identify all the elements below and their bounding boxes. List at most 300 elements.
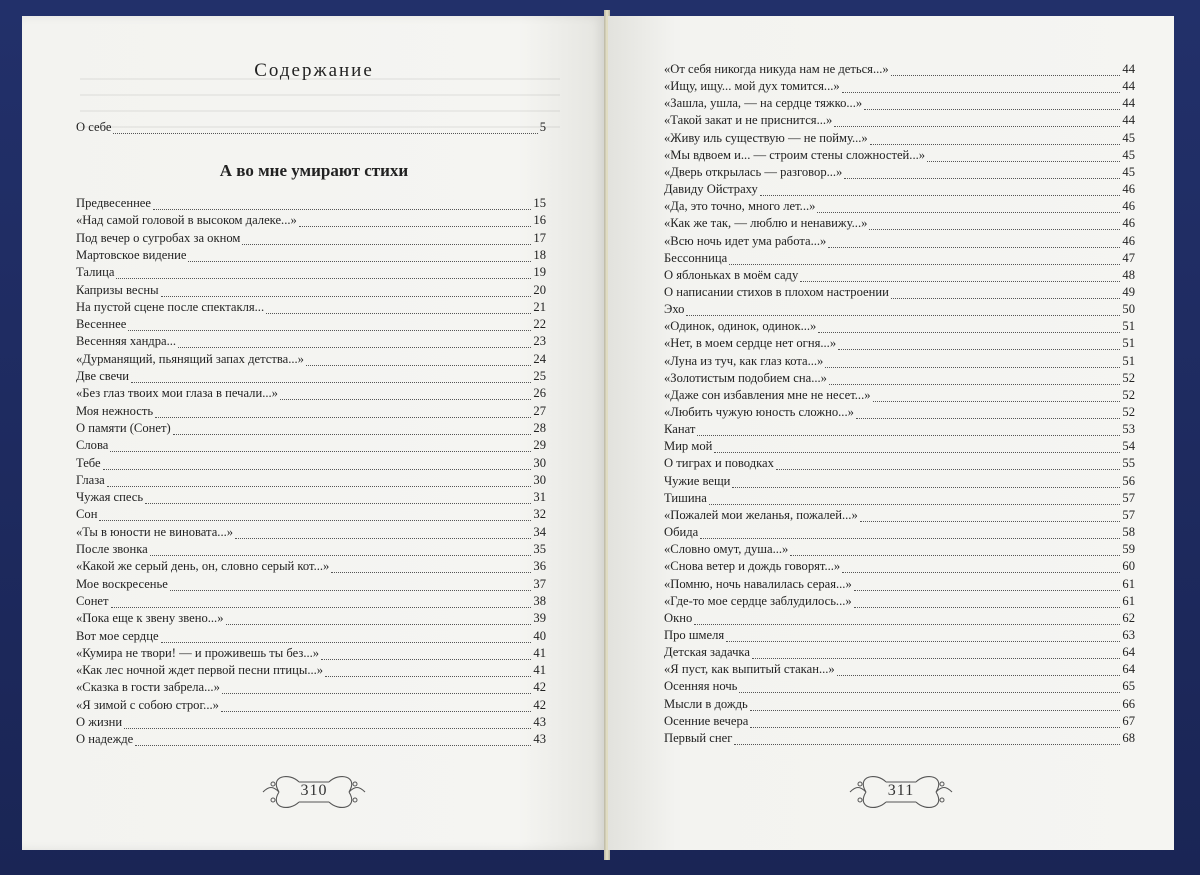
toc-entry — [76, 594, 546, 611]
dot-leader — [873, 400, 1121, 402]
dot-leader — [222, 692, 532, 694]
dot-leader — [842, 571, 1120, 573]
dot-leader — [729, 263, 1120, 265]
toc-entry-page: 44 — [1122, 79, 1135, 94]
dot-leader — [732, 486, 1120, 488]
toc-entry-title: «От себя никогда никуда нам не деться...» — [664, 62, 889, 76]
toc-entry-page: 51 — [1122, 336, 1135, 351]
dot-leader — [226, 623, 532, 625]
toc-entry-title: О себе — [76, 120, 112, 134]
toc-entry — [76, 120, 546, 137]
toc-entry — [664, 79, 1135, 96]
toc-entry-title: Мое воскресенье — [76, 576, 168, 591]
dot-leader — [325, 675, 531, 677]
dot-leader — [110, 450, 531, 452]
left-page — [22, 16, 606, 850]
toc-entry-page: 68 — [1122, 730, 1135, 745]
toc-entry-page: 23 — [533, 334, 546, 349]
dot-leader — [128, 329, 531, 331]
toc-entry — [664, 131, 1135, 148]
toc-entry — [664, 96, 1135, 113]
toc-entry-page: 42 — [533, 697, 546, 712]
toc-entry — [664, 697, 1135, 714]
toc-entry-page: 18 — [533, 247, 546, 262]
toc-entry — [664, 319, 1135, 336]
toc-entry-title: Слова — [76, 438, 109, 453]
toc-entry-title: Тебе — [76, 455, 101, 470]
toc-entry-page: 35 — [533, 542, 546, 556]
toc-entry — [664, 302, 1135, 319]
toc-entry-title: Сон — [76, 507, 98, 522]
toc-entry-page: 67 — [1122, 713, 1135, 728]
toc-entry-title: Вот мое сердце — [76, 628, 159, 643]
toc-entry — [664, 354, 1135, 371]
toc-entry-page: 30 — [533, 455, 546, 470]
dot-leader — [870, 143, 1121, 145]
toc-entry-page: 63 — [1122, 627, 1135, 642]
toc-entry — [664, 113, 1135, 130]
page-folio-right — [846, 768, 956, 816]
dot-leader — [927, 160, 1120, 162]
toc-entry — [664, 336, 1135, 353]
toc-entry — [664, 371, 1135, 388]
toc-entry-page: 22 — [533, 317, 546, 332]
dot-leader — [155, 416, 531, 418]
right-page — [608, 16, 1174, 850]
toc-entry-title: О памяти (Сонет) — [76, 420, 171, 435]
toc-entry-title: Бессонница — [664, 250, 728, 265]
toc-entry — [76, 317, 546, 334]
toc-entry — [664, 216, 1135, 233]
toc-entry — [664, 165, 1135, 182]
toc-entry — [76, 473, 546, 490]
toc-entry-title: «Сказка в гости забрела...» — [76, 680, 220, 695]
toc-entry-page: 31 — [533, 490, 546, 505]
toc-entry-page: 58 — [1122, 525, 1135, 540]
toc-entry-title: Чужая спесь — [76, 490, 144, 505]
toc-entry — [664, 679, 1135, 696]
toc-entry-page: 48 — [1122, 267, 1135, 282]
toc-entry-title: Мартовское видение — [76, 247, 187, 262]
toc-entry-title: «Пожалей мои желанья, пожалей...» — [664, 507, 858, 522]
toc-entry — [76, 248, 546, 265]
toc-entry-page: 25 — [533, 369, 546, 383]
toc-entry — [664, 199, 1135, 216]
toc-entry-title: «Я зимой с собою строг...» — [76, 697, 219, 712]
toc-entry-title: О надежде — [76, 732, 134, 747]
dot-leader — [842, 91, 1121, 93]
toc-entry-title: «Золотистым подобием сна...» — [664, 370, 827, 385]
toc-entry — [76, 421, 546, 438]
toc-entry-page: 42 — [533, 680, 546, 695]
toc-entry — [664, 234, 1135, 251]
dot-leader — [776, 468, 1120, 470]
toc-entry — [76, 732, 546, 749]
dot-leader — [694, 623, 1120, 625]
dot-leader — [844, 177, 1120, 179]
dot-leader — [99, 519, 531, 521]
toc-entry-title: Талица — [76, 265, 115, 280]
toc-entry — [664, 491, 1135, 508]
dot-leader — [150, 554, 532, 556]
toc-entry-page: 44 — [1122, 96, 1135, 111]
toc-entry-title: Осенняя ночь — [664, 679, 738, 694]
toc-entry-page: 30 — [533, 472, 546, 487]
toc-entry-page: 57 — [1122, 507, 1135, 522]
toc-entry — [664, 542, 1135, 559]
toc-entry-page: 15 — [533, 196, 546, 210]
toc-entry-title: Глаза — [76, 472, 105, 487]
toc-entry-page: 46 — [1122, 182, 1135, 197]
toc-entry-title: О яблоньках в моём саду — [664, 267, 799, 282]
toc-entry-page: 20 — [533, 282, 546, 297]
toc-entry-title: О тиграх и поводках — [664, 456, 774, 471]
toc-entry-title: «Любить чужую юность сложно...» — [664, 405, 854, 419]
page-folio-left — [259, 768, 369, 816]
toc-entry — [76, 404, 546, 421]
toc-entry-page: 45 — [1122, 164, 1135, 179]
dot-leader — [726, 640, 1120, 642]
toc-entry-title: Обида — [664, 525, 699, 540]
dot-leader — [760, 194, 1121, 196]
toc-entry-title: «Кумира не твори! — и проживешь ты без...» — [76, 645, 320, 660]
toc-entry-page: 16 — [533, 213, 546, 228]
toc-entry-page: 37 — [533, 576, 546, 591]
toc-entry-title: Моя нежность — [76, 403, 154, 418]
toc-entry-title: Чужие вещи — [664, 473, 731, 488]
toc-entry — [76, 698, 546, 715]
dot-leader — [750, 726, 1120, 728]
toc-entry-title: «Луна из туч, как глаз кота...» — [664, 353, 824, 368]
toc-entry-title: «Всю ночь идет ума работа...» — [664, 233, 827, 248]
toc-entry-title: «Живу иль существую — не пойму...» — [664, 130, 868, 145]
dot-leader — [331, 571, 531, 573]
toc-entry — [76, 369, 546, 386]
dot-leader — [113, 132, 537, 134]
dot-leader — [869, 228, 1120, 230]
dot-leader — [145, 502, 531, 504]
dot-leader — [686, 314, 1120, 316]
toc-entry-title: Детская задачка — [664, 645, 750, 660]
toc-entry-title: «Как же так, — люблю и ненавижу...» — [664, 216, 868, 231]
toc-entry-page: 43 — [533, 732, 546, 747]
dot-leader — [856, 417, 1121, 419]
toc-entry — [76, 715, 546, 732]
page-number: 310 — [300, 782, 328, 799]
dot-leader — [714, 451, 1120, 453]
toc-entry — [76, 386, 546, 403]
dot-leader — [178, 346, 531, 348]
dot-leader — [116, 277, 531, 279]
toc-entry-title: «Дверь открылась — разговор...» — [664, 164, 843, 179]
toc-entry-title: Сонет — [76, 593, 109, 608]
toc-entry — [664, 594, 1135, 611]
toc-entry-page: 49 — [1122, 284, 1135, 299]
toc-entry-page: 45 — [1122, 147, 1135, 162]
toc-entry-title: Под вечер о сугробах за окном — [76, 230, 241, 245]
toc-entry-title: «Как лес ночной ждет первой песни птицы...» — [76, 663, 324, 678]
toc-entry-page: 17 — [533, 230, 546, 245]
toc-entry — [664, 577, 1135, 594]
toc-entry — [76, 507, 546, 524]
dot-leader — [161, 641, 532, 643]
toc-entry-title: Весенняя хандра... — [76, 334, 177, 349]
toc-entry — [76, 283, 546, 300]
toc-entry-title: «Зашла, ушла, — на сердце тяжко...» — [664, 96, 863, 111]
toc-entry-page: 39 — [533, 611, 546, 626]
toc-entry-title: После звонка — [76, 542, 148, 556]
toc-entry — [76, 265, 546, 282]
toc-entry-title: Осенние вечера — [664, 713, 749, 728]
toc-entry — [76, 577, 546, 594]
toc-entry-page: 50 — [1122, 302, 1135, 317]
toc-entry-page: 41 — [533, 663, 546, 678]
toc-entry-page: 40 — [533, 628, 546, 643]
toc-entry — [76, 680, 546, 697]
section-title: А во мне умирают стихи — [219, 161, 409, 180]
toc-entry — [664, 251, 1135, 268]
toc-entry-title: «Снова ветер и дождь говорят...» — [664, 559, 841, 574]
toc-entry-title: «Пока еще к звену звено...» — [76, 611, 224, 626]
toc-entry — [664, 645, 1135, 662]
toc-entry-title: «Нет, в моем сердце нет огня...» — [664, 336, 837, 351]
dot-leader — [739, 691, 1120, 693]
toc-entry — [664, 662, 1135, 679]
toc-entry-page: 52 — [1122, 405, 1135, 419]
dot-leader — [800, 280, 1120, 282]
toc-entry-page: 61 — [1122, 593, 1135, 608]
toc-entry-page: 44 — [1122, 62, 1135, 76]
toc-entry — [76, 213, 546, 230]
toc-entry-page: 60 — [1122, 559, 1135, 574]
toc-entry-page: 32 — [533, 507, 546, 522]
toc-entry — [76, 629, 546, 646]
toc-entry — [76, 611, 546, 628]
toc-entry-title: Окно — [664, 610, 693, 625]
toc-entry-page: 29 — [533, 438, 546, 453]
toc-entry — [76, 646, 546, 663]
toc-entry-title: Про шмеля — [664, 627, 725, 642]
toc-entry — [664, 714, 1135, 731]
dot-leader — [750, 709, 1121, 711]
toc-entry — [664, 422, 1135, 439]
toc-entry — [76, 456, 546, 473]
toc-entry-page: 47 — [1122, 250, 1135, 265]
toc-entry-title: «Дурманящий, пьянящий запах детства...» — [76, 351, 304, 366]
dot-leader — [306, 364, 531, 366]
toc-entry-title: Тишина — [664, 490, 707, 505]
toc-entry-page: 54 — [1122, 439, 1135, 454]
dot-leader — [828, 246, 1120, 248]
toc-entry-page: 34 — [533, 524, 546, 539]
dot-leader — [299, 225, 532, 227]
toc-entry-page: 27 — [533, 403, 546, 418]
dot-leader — [854, 589, 1121, 591]
dot-leader — [111, 606, 532, 608]
toc-entry-title: Капризы весны — [76, 282, 159, 297]
toc-entry-page: 51 — [1122, 319, 1135, 334]
toc-entry-page: 56 — [1122, 473, 1135, 488]
toc-entry-page: 57 — [1122, 490, 1135, 505]
toc-entry-title: «Такой закат и не приснится...» — [664, 113, 833, 128]
toc-entry-page: 59 — [1122, 542, 1135, 557]
dot-leader — [697, 434, 1120, 436]
toc-entry-title: На пустой сцене после спектакля... — [76, 299, 265, 314]
dot-leader — [834, 125, 1120, 127]
dot-leader — [752, 657, 1120, 659]
toc-entry — [664, 474, 1135, 491]
toc-entry — [76, 196, 546, 213]
dot-leader — [170, 589, 532, 591]
dot-leader — [837, 674, 1121, 676]
toc-entry — [76, 542, 546, 559]
toc-entry-page: 64 — [1122, 645, 1135, 660]
dot-leader — [153, 208, 531, 210]
toc-entry — [664, 182, 1135, 199]
toc-entry — [76, 334, 546, 351]
toc-entry-page: 21 — [533, 299, 546, 314]
dot-leader — [242, 243, 531, 245]
dot-leader — [790, 554, 1120, 556]
dot-leader — [700, 537, 1120, 539]
toc-entry-title: Предвесеннее — [76, 196, 151, 210]
toc-entry-title: «Ищу, ищу... мой дух томится...» — [664, 79, 840, 94]
toc-entry-page: 24 — [533, 351, 546, 366]
dot-leader — [709, 503, 1121, 505]
toc-entry — [664, 628, 1135, 645]
toc-entry — [664, 611, 1135, 628]
dot-leader — [124, 727, 531, 729]
dot-leader — [854, 606, 1121, 608]
toc-entry — [76, 300, 546, 317]
toc-entry-title: Мир мой — [664, 439, 713, 454]
dot-leader — [864, 108, 1120, 110]
toc-entry-page: 19 — [533, 265, 546, 280]
toc-entry-title: «Одинок, одинок, одинок...» — [664, 319, 817, 334]
dot-leader — [221, 710, 531, 712]
toc-entry-page: 52 — [1122, 370, 1135, 385]
toc-entry-title: «Я пуст, как выпитый стакан...» — [664, 662, 835, 677]
toc-entry-page: 62 — [1122, 610, 1135, 625]
toc-entry-page: 36 — [533, 559, 546, 574]
toc-entry — [664, 388, 1135, 405]
dot-leader — [131, 381, 531, 383]
toc-entry-page: 38 — [533, 593, 546, 608]
dot-leader — [825, 366, 1120, 368]
dot-leader — [838, 348, 1120, 350]
toc-entry-page: 64 — [1122, 662, 1135, 677]
toc-entry-page: 26 — [533, 386, 546, 401]
dot-leader — [818, 331, 1120, 333]
toc-entry — [664, 148, 1135, 165]
dot-leader — [829, 383, 1120, 385]
toc-entry — [76, 490, 546, 507]
toc-entry-title: «Где-то мое сердце заблудилось...» — [664, 593, 852, 608]
toc-entry-page: 44 — [1122, 113, 1135, 128]
toc-entry-page: 41 — [533, 645, 546, 660]
toc-entry-page: 28 — [533, 420, 546, 435]
toc-entry — [76, 663, 546, 680]
toc-entry — [76, 438, 546, 455]
toc-entry-title: «Какой же серый день, он, словно серый кот...» — [76, 559, 330, 574]
toc-entry — [664, 439, 1135, 456]
toc-entry-title: «Словно омут, душа...» — [664, 542, 789, 557]
dot-leader — [188, 260, 531, 262]
toc-heading: Содержание — [254, 60, 374, 81]
toc-entry — [76, 231, 546, 248]
dot-leader — [135, 744, 531, 746]
dot-leader — [103, 468, 532, 470]
toc-entry — [664, 731, 1135, 748]
dot-leader — [266, 312, 531, 314]
toc-entry-title: Первый снег — [664, 730, 733, 745]
toc-entry-page: 5 — [539, 120, 546, 134]
toc-entry-title: Канат — [664, 422, 696, 437]
toc-entry-title: Давиду Ойстраху — [664, 182, 758, 197]
toc-entry — [664, 508, 1135, 525]
dot-leader — [107, 485, 532, 487]
toc-entry-title: Эхо — [664, 302, 685, 317]
dot-leader — [280, 398, 531, 400]
toc-entry-page: 43 — [533, 715, 546, 729]
toc-entry-title: «Ты в юности не виновата...» — [76, 524, 234, 539]
toc-entry-page: 66 — [1122, 696, 1135, 711]
toc-entry-page: 61 — [1122, 576, 1135, 591]
toc-entry-title: Две свечи — [76, 369, 130, 383]
toc-entry-title: «Над самой головой в высоком далеке...» — [76, 213, 297, 228]
toc-entry — [664, 285, 1135, 302]
toc-entry-title: О написании стихов в плохом настроении — [664, 284, 889, 299]
toc-entry-title: «Помню, ночь навалилась серая...» — [664, 576, 852, 591]
toc-entry — [664, 268, 1135, 285]
dot-leader — [173, 433, 532, 435]
toc-entry — [664, 405, 1135, 422]
toc-entry — [664, 525, 1135, 542]
toc-entry-page: 46 — [1122, 199, 1135, 214]
page-number: 311 — [887, 782, 915, 799]
toc-entry-title: О жизни — [76, 715, 123, 729]
toc-entry — [76, 525, 546, 542]
toc-entry — [76, 559, 546, 576]
dot-leader — [321, 658, 531, 660]
toc-entry-page: 65 — [1122, 679, 1135, 694]
toc-entry-title: «Без глаз твоих мои глаза в печали...» — [76, 386, 278, 401]
toc-entry-page: 55 — [1122, 456, 1135, 471]
dot-leader — [891, 297, 1121, 299]
toc-entry-page: 46 — [1122, 233, 1135, 248]
dot-leader — [817, 211, 1120, 213]
toc-entry-title: «Мы вдвоем и... — строим стены сложностей...» — [664, 147, 926, 162]
toc-entry — [76, 352, 546, 369]
dot-leader — [161, 295, 532, 297]
toc-entry-title: «Да, это точно, много лет...» — [664, 199, 816, 214]
dot-leader — [734, 743, 1120, 745]
toc-entry-page: 45 — [1122, 130, 1135, 145]
toc-entry-page: 52 — [1122, 387, 1135, 402]
toc-entry-title: «Даже сон избавления мне не несет...» — [664, 387, 871, 402]
toc-entry — [664, 456, 1135, 473]
dot-leader — [235, 537, 531, 539]
toc-entry — [664, 559, 1135, 576]
toc-entry-page: 46 — [1122, 216, 1135, 231]
dot-leader — [891, 74, 1121, 76]
dot-leader — [860, 520, 1121, 522]
toc-entry-title: Мысли в дождь — [664, 696, 748, 711]
toc-entry-page: 51 — [1122, 353, 1135, 368]
toc-entry — [664, 62, 1135, 79]
toc-entry-title: Весеннее — [76, 317, 127, 332]
toc-entry-page: 53 — [1122, 422, 1135, 437]
